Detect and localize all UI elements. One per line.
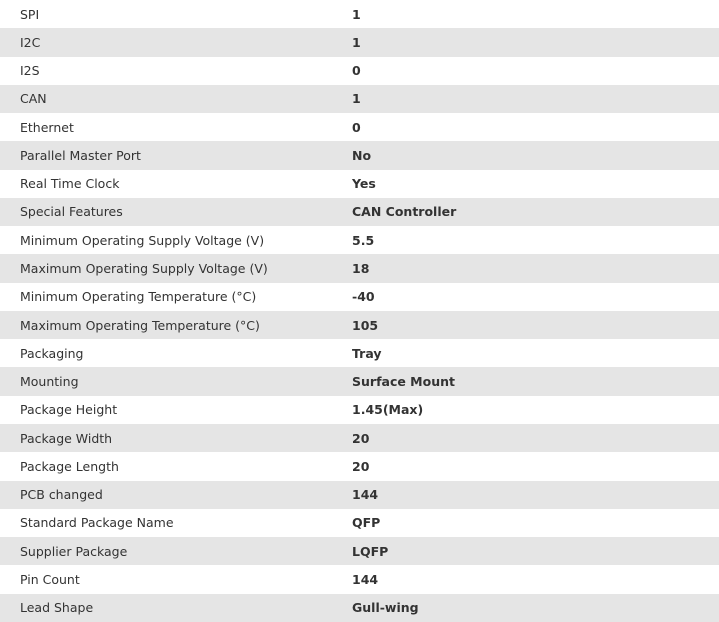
spec-value: Tray	[352, 345, 382, 361]
spec-row-i2s	[0, 57, 719, 85]
spec-label: Pin Count	[20, 571, 80, 587]
spec-label: Minimum Operating Temperature (°C)	[20, 289, 257, 305]
spec-label: Maximum Operating Temperature (°C)	[20, 317, 260, 333]
spec-value: LQFP	[352, 543, 389, 559]
spec-value: No	[352, 147, 372, 163]
spec-label: Package Width	[20, 430, 113, 446]
spec-value: 1.45(Max)	[352, 402, 424, 418]
spec-label: Standard Package Name	[20, 515, 174, 531]
spec-row-special-features	[0, 198, 719, 226]
spec-label: Ethernet	[20, 119, 74, 135]
spec-row-lead-shape	[0, 594, 719, 622]
spec-row-mounting	[0, 367, 719, 395]
spec-label: Package Height	[20, 402, 118, 418]
spec-label: Lead Shape	[20, 600, 94, 616]
spec-value: Gull-wing	[352, 600, 419, 616]
spec-label: Mounting	[20, 374, 79, 390]
spec-row-standard-package-name	[0, 509, 719, 537]
spec-row-real-time-clock	[0, 170, 719, 198]
spec-row-i2c	[0, 28, 719, 56]
spec-value: 0	[352, 63, 361, 79]
spec-row-ethernet	[0, 113, 719, 141]
spec-label: I2S	[20, 63, 40, 79]
spec-row-max-supply-voltage	[0, 254, 719, 282]
spec-value: 20	[352, 458, 370, 474]
spec-value: Yes	[352, 176, 376, 192]
spec-row-package-length	[0, 452, 719, 480]
spec-value: 1	[352, 6, 361, 22]
spec-label: Maximum Operating Supply Voltage (V)	[20, 261, 268, 277]
spec-label: Supplier Package	[20, 543, 128, 559]
spec-label: CAN	[20, 91, 47, 107]
spec-label: Parallel Master Port	[20, 147, 141, 163]
spec-row-max-operating-temp	[0, 311, 719, 339]
spec-value: 20	[352, 430, 370, 446]
spec-value: 144	[352, 487, 379, 503]
spec-label: I2C	[20, 34, 41, 50]
spec-label: Package Length	[20, 458, 119, 474]
spec-row-pcb-changed	[0, 481, 719, 509]
spec-value: CAN Controller	[352, 204, 457, 220]
spec-value: 1	[352, 91, 361, 107]
spec-value: QFP	[352, 515, 381, 531]
spec-label: Real Time Clock	[20, 176, 120, 192]
spec-label: Minimum Operating Supply Voltage (V)	[20, 232, 265, 248]
spec-value: 0	[352, 119, 361, 135]
spec-row-min-supply-voltage	[0, 226, 719, 254]
spec-value: 144	[352, 571, 379, 587]
spec-value: Surface Mount	[352, 374, 455, 390]
spec-label: SPI	[20, 6, 40, 22]
spec-row-packaging	[0, 339, 719, 367]
spec-label: Special Features	[20, 204, 123, 220]
spec-label: PCB changed	[20, 487, 103, 503]
spec-row-spi	[0, 0, 719, 28]
spec-row-package-width	[0, 424, 719, 452]
spec-value: 105	[352, 317, 379, 333]
spec-row-parallel-master-port	[0, 141, 719, 169]
spec-value: 5.5	[352, 232, 375, 248]
spec-row-supplier-package	[0, 537, 719, 565]
spec-value: -40	[352, 289, 375, 305]
spec-row-min-operating-temp	[0, 283, 719, 311]
spec-row-pin-count	[0, 565, 719, 593]
spec-value: 18	[352, 261, 370, 277]
spec-value: 1	[352, 34, 361, 50]
spec-row-package-height	[0, 396, 719, 424]
spec-label: Packaging	[20, 345, 84, 361]
spec-row-can	[0, 85, 719, 113]
